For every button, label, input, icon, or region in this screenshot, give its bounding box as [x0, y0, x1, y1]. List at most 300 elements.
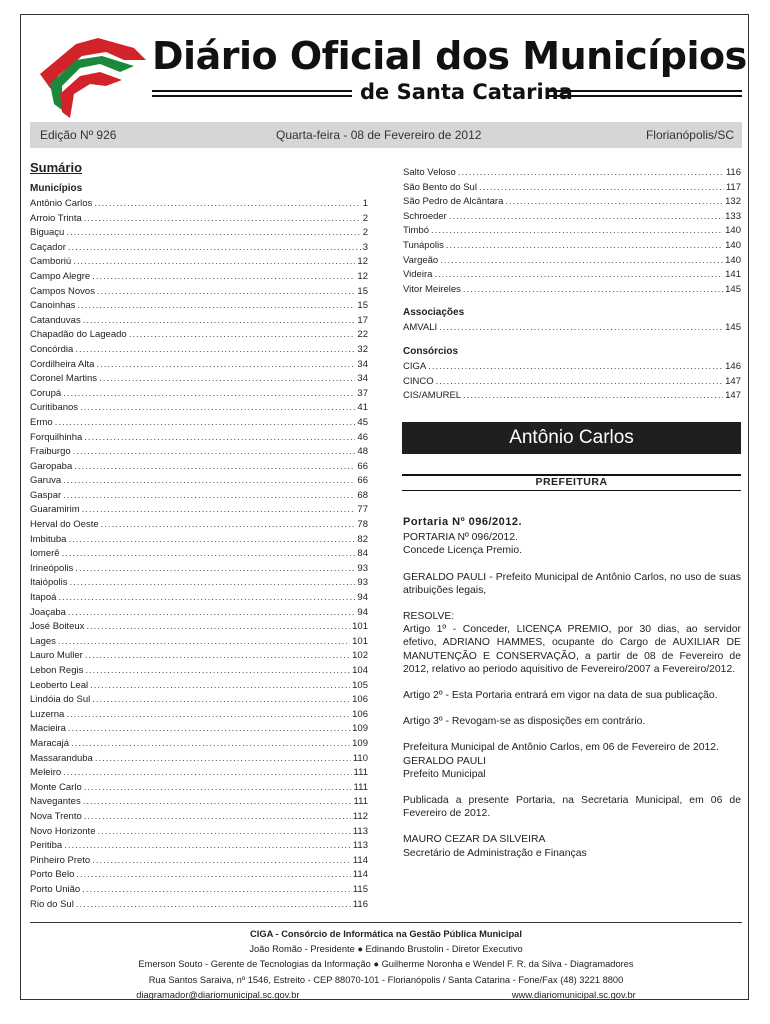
toc-entry-name: Forquilhinha	[30, 431, 83, 443]
toc-entry-name: Meleiro	[30, 767, 62, 779]
toc-entry-name: CIS/AMUREL	[403, 390, 462, 402]
toc-entry[interactable]	[30, 431, 368, 446]
toc-leader-dots	[76, 898, 351, 913]
toc-entry-page: 41	[357, 402, 368, 414]
municipios-heading: Municípios	[30, 183, 83, 194]
toc-entry-page: 78	[357, 519, 368, 531]
toc-entry-name: Caçador	[30, 241, 66, 253]
toc-leader-dots	[68, 722, 350, 737]
toc-entry-page: 111	[353, 781, 368, 793]
toc-leader-dots	[84, 810, 351, 825]
toc-entry[interactable]	[403, 321, 741, 336]
toc-entry-name: Joaçaba	[30, 606, 66, 618]
toc-entry-page: 145	[725, 322, 741, 334]
toc-entry-name: Canoinhas	[30, 300, 76, 312]
toc-entry-page: 114	[352, 854, 368, 866]
toc-entry-page: 82	[357, 533, 368, 545]
toc-entry-page: 141	[725, 269, 741, 281]
toc-entry-name: Chapadão do Lageado	[30, 329, 127, 341]
toc-entry[interactable]	[30, 255, 368, 270]
paragraph-gap	[403, 702, 741, 715]
toc-leader-dots	[458, 166, 724, 181]
toc-entry-page: 102	[352, 650, 368, 662]
toc-entry[interactable]	[30, 606, 368, 621]
toc-entry-page: 147	[725, 375, 741, 387]
footer-links	[30, 988, 742, 1003]
toc-entry-name: Schroeder	[403, 210, 447, 222]
toc-leader-dots	[101, 518, 356, 533]
toc-entry[interactable]	[30, 328, 368, 343]
toc-entry-name: Videira	[403, 269, 433, 281]
toc-entry-page: 106	[352, 708, 368, 720]
toc-entry-name: Itaiópolis	[30, 577, 68, 589]
summary-left-column	[30, 160, 368, 912]
toc-entry-page: 32	[357, 343, 368, 355]
toc-entry-name: Concórdia	[30, 343, 74, 355]
toc-entry-page: 117	[725, 181, 741, 193]
toc-entry-page: 111	[353, 796, 368, 808]
article-paragraph: GERALDO PAULI	[403, 755, 486, 767]
toc-entry-name: Leoberto Leal	[30, 679, 89, 691]
toc-entry-name: Timbó	[403, 225, 430, 237]
toc-entry-page: 113	[352, 840, 368, 852]
toc-entry-page: 34	[357, 358, 368, 370]
toc-leader-dots	[92, 693, 350, 708]
toc-entry-page: 45	[357, 416, 368, 428]
toc-entry-page: 116	[352, 898, 368, 910]
toc-entry-name: Maracajá	[30, 737, 70, 749]
toc-entry-page: 114	[352, 869, 368, 881]
toc-leader-dots	[66, 708, 350, 723]
toc-entry-page: 110	[352, 752, 368, 764]
toc-entry[interactable]	[30, 737, 368, 752]
toc-leader-dots	[95, 752, 351, 767]
toc-entry-page: 37	[357, 387, 368, 399]
toc-leader-dots	[83, 314, 356, 329]
toc-entry-name: Rio do Sul	[30, 898, 74, 910]
toc-leader-dots	[73, 255, 355, 270]
toc-entry-name: Irineópolis	[30, 562, 74, 574]
toc-entry[interactable]	[30, 781, 368, 796]
toc-leader-dots	[64, 839, 351, 854]
toc-entry-page: 84	[357, 548, 368, 560]
toc-entry-page: 140	[725, 239, 741, 251]
toc-leader-dots	[73, 445, 356, 460]
toc-entry[interactable]	[30, 212, 368, 227]
toc-entry-page: 2	[362, 212, 368, 224]
toc-entry-name: Peritiba	[30, 840, 63, 852]
toc-entry-page: 77	[357, 504, 368, 516]
toc-entry[interactable]	[30, 766, 368, 781]
toc-leader-dots	[84, 212, 361, 227]
toc-entry-page: 101	[352, 621, 368, 633]
toc-leader-dots	[85, 649, 350, 664]
footer-address: Rua Santos Saraiva, nº 1546, Estreito - CEP 88070-101 - Florianópolis / Santa Catarina - Fone/Fax (48) 3221 8800	[148, 974, 624, 985]
toc-entry[interactable]	[403, 224, 741, 239]
toc-leader-dots	[68, 241, 361, 256]
toc-leader-dots	[82, 883, 351, 898]
toc-entry[interactable]	[30, 898, 368, 913]
toc-leader-dots	[431, 224, 723, 239]
toc-entry[interactable]	[403, 268, 741, 283]
toc-entry[interactable]	[30, 868, 368, 883]
toc-entry[interactable]	[30, 562, 368, 577]
toc-leader-dots	[63, 474, 355, 489]
edition-city: Florianópolis/SC	[645, 128, 734, 142]
toc-entry-name: Vitor Meireles	[403, 283, 461, 295]
toc-entry[interactable]	[30, 576, 368, 591]
toc-leader-dots	[94, 197, 360, 212]
toc-entry[interactable]	[403, 195, 741, 210]
toc-leader-dots	[80, 401, 355, 416]
article-paragraph: Prefeito Municipal	[403, 768, 486, 780]
subtitle-rule-left	[152, 90, 352, 97]
article-paragraph: Artigo 2º - Esta Portaria entrará em vigor na data de sua publicação.	[403, 690, 718, 702]
toc-entry-page: 2	[362, 227, 368, 239]
consorcios-list	[403, 360, 741, 404]
toc-leader-dots	[505, 195, 723, 210]
toc-entry-name: São Pedro de Alcântara	[403, 196, 504, 208]
footer-directors: João Romão - Presidente ● Edinando Brustolin - Diretor Executivo	[249, 944, 523, 955]
toc-leader-dots	[463, 389, 723, 404]
toc-entry-name: Garopaba	[30, 460, 73, 472]
toc-entry-page: 112	[352, 810, 368, 822]
toc-leader-dots	[83, 795, 352, 810]
toc-entry-page: 101	[352, 635, 368, 647]
toc-entry[interactable]	[403, 254, 741, 269]
toc-entry-name: Campo Alegre	[30, 270, 91, 282]
santa-catarina-map-logo	[36, 34, 148, 120]
toc-entry[interactable]	[403, 389, 741, 404]
footer-email-link[interactable]: diagramador@diariomunicipal.sc.gov.br	[136, 989, 300, 1000]
toc-leader-dots	[55, 416, 356, 431]
toc-entry[interactable]	[403, 360, 741, 375]
toc-leader-dots	[97, 285, 355, 300]
toc-leader-dots	[428, 360, 723, 375]
toc-entry[interactable]	[30, 401, 368, 416]
toc-entry[interactable]	[30, 825, 368, 840]
toc-leader-dots	[84, 781, 352, 796]
toc-leader-dots	[440, 254, 723, 269]
toc-leader-dots	[129, 328, 356, 343]
toc-entry-page: 15	[357, 300, 368, 312]
paragraph-gap	[403, 676, 741, 689]
toc-entry-page: 94	[357, 606, 368, 618]
toc-entry[interactable]	[30, 533, 368, 548]
toc-entry-page: 12	[357, 256, 368, 268]
toc-entry-name: AMVALI	[403, 322, 438, 334]
toc-entry-name: Lauro Muller	[30, 650, 83, 662]
toc-entry[interactable]	[30, 649, 368, 664]
toc-leader-dots	[92, 270, 355, 285]
paragraph-gap	[403, 820, 741, 833]
toc-entry-name: Luzerna	[30, 708, 65, 720]
toc-entry-name: Herval do Oeste	[30, 519, 99, 531]
toc-entry-name: Vargeão	[403, 254, 439, 266]
toc-entry[interactable]	[30, 358, 368, 373]
article-body	[403, 531, 741, 860]
toc-leader-dots	[75, 343, 355, 358]
toc-entry-page: 115	[352, 883, 368, 895]
toc-entry[interactable]	[403, 239, 741, 254]
toc-entry-page: 111	[353, 767, 368, 779]
toc-entry-name: Fraiburgo	[30, 446, 71, 458]
toc-entry-page: 46	[357, 431, 368, 443]
toc-entry[interactable]	[30, 810, 368, 825]
portaria-article	[403, 516, 741, 860]
municipios-list-right	[403, 166, 741, 297]
toc-leader-dots	[76, 868, 350, 883]
toc-leader-dots	[96, 358, 355, 373]
municipality-banner: Antônio Carlos	[402, 422, 741, 454]
article-paragraph: Prefeitura Municipal de Antônio Carlos, em 06 de Fevereiro de 2012.	[403, 742, 719, 754]
associacoes-list	[403, 321, 741, 336]
toc-entry-page: 1	[362, 198, 368, 209]
toc-entry-page: 147	[725, 390, 741, 402]
toc-entry[interactable]	[30, 270, 368, 285]
toc-entry[interactable]	[30, 314, 368, 329]
toc-entry[interactable]	[30, 445, 368, 460]
section-label: PREFEITURA	[535, 476, 608, 488]
article-paragraph: Secretário de Administração e Finanças	[403, 847, 587, 859]
toc-entry-page: 140	[725, 254, 741, 266]
toc-entry[interactable]	[30, 474, 368, 489]
toc-entry-page: 93	[357, 562, 368, 574]
toc-entry[interactable]	[30, 460, 368, 475]
toc-entry-name: Antônio Carlos	[30, 198, 93, 209]
article-paragraph: RESOLVE:	[403, 611, 455, 623]
associacoes-heading: Associações	[403, 307, 465, 319]
toc-leader-dots	[82, 503, 356, 518]
toc-leader-dots	[75, 562, 355, 577]
toc-entry-name: Monte Carlo	[30, 781, 82, 793]
toc-entry-name: Porto Belo	[30, 869, 75, 881]
toc-entry-page: 48	[357, 446, 368, 458]
toc-entry[interactable]	[30, 752, 368, 767]
toc-entry[interactable]	[30, 883, 368, 898]
toc-entry-name: Salto Veloso	[403, 167, 456, 178]
article-paragraph: Concede Licença Premio.	[403, 545, 522, 557]
toc-entry-page: 94	[357, 592, 368, 604]
paragraph-gap	[403, 558, 741, 571]
toc-entry[interactable]	[30, 693, 368, 708]
toc-leader-dots	[92, 854, 351, 869]
toc-leader-dots	[68, 606, 356, 621]
toc-entry-name: Catanduvas	[30, 314, 81, 326]
toc-entry-name: Cordilheira Alta	[30, 358, 95, 370]
toc-entry-page: 140	[725, 225, 741, 237]
toc-entry-page: 93	[357, 577, 368, 589]
article-paragraph: MAURO CEZAR DA SILVEIRA	[403, 834, 546, 846]
edition-number: Edição Nº 926	[40, 128, 117, 142]
toc-entry-name: Curitibanos	[30, 402, 79, 414]
toc-leader-dots	[71, 737, 350, 752]
toc-entry-name: Garuva	[30, 475, 62, 487]
toc-entry[interactable]	[403, 375, 741, 390]
subtitle-row	[152, 80, 742, 106]
newspaper-subtitle: de Santa Catarina	[360, 80, 573, 104]
toc-entry-page: 68	[357, 489, 368, 501]
toc-entry[interactable]	[30, 635, 368, 650]
toc-leader-dots	[90, 679, 350, 694]
toc-entry[interactable]	[30, 854, 368, 869]
toc-leader-dots	[85, 664, 350, 679]
toc-entry-name: Pinheiro Preto	[30, 854, 91, 866]
toc-entry-page: 12	[357, 270, 368, 282]
toc-entry-name: Camboriú	[30, 256, 72, 268]
toc-entry-page: 145	[725, 283, 741, 295]
toc-leader-dots	[70, 576, 356, 591]
edition-bar	[30, 122, 742, 148]
footer-staff: Emerson Souto - Gerente de Tecnologias da Informação ● Guilherme Noronha e Wendel F. R. da Silva - Diagramadores	[138, 959, 634, 970]
toc-entry-name: Novo Horizonte	[30, 825, 96, 837]
toc-entry-name: CIGA	[403, 360, 427, 372]
toc-entry-page: 34	[357, 373, 368, 385]
paragraph-gap	[403, 781, 741, 794]
toc-entry-page: 66	[357, 475, 368, 487]
masthead	[30, 28, 747, 120]
toc-leader-dots	[74, 460, 355, 475]
toc-entry-page: 116	[725, 167, 741, 178]
section-prefeitura	[402, 474, 741, 491]
toc-leader-dots	[84, 431, 355, 446]
toc-leader-dots	[446, 239, 723, 254]
toc-entry-name: Iomerê	[30, 548, 60, 560]
toc-entry-page: 104	[352, 665, 368, 676]
toc-entry[interactable]	[30, 197, 368, 212]
toc-entry-name: Coronel Martins	[30, 373, 98, 385]
paragraph-gap	[403, 728, 741, 741]
article-heading: Portaria Nº 096/2012.	[403, 516, 523, 528]
article-paragraph: PORTARIA Nº 096/2012.	[403, 532, 518, 544]
toc-entry[interactable]	[30, 241, 368, 256]
toc-entry[interactable]	[30, 387, 368, 402]
toc-entry-page: 66	[357, 460, 368, 472]
toc-entry[interactable]	[30, 503, 368, 518]
toc-entry-page: 22	[357, 329, 368, 341]
article-paragraph: Artigo 1º - Conceder, LICENÇA PREMIO, por 30 dias, ao servidor efetivo, ADRIANO HAMMES, ocupante do Cargo de AUXILIAR DE MANUTENÇÃO E CONSERVAÇÃO, a partir de 08 de Fevereiro de 2012, relativo ao periodo aquisitivo de Fevereiro/2007 a Fevereiro/2012.	[403, 624, 741, 675]
toc-entry-page: 109	[352, 723, 368, 735]
paragraph-gap	[403, 597, 741, 610]
toc-entry-name: Guaramirim	[30, 504, 80, 516]
newspaper-title: Diário Oficial dos Municípios	[152, 34, 747, 78]
toc-entry-name: Lebon Regis	[30, 665, 84, 676]
toc-entry[interactable]	[30, 518, 368, 533]
toc-entry-page: 3	[362, 241, 368, 253]
toc-entry-name: Ermo	[30, 416, 53, 428]
toc-entry[interactable]	[30, 343, 368, 358]
toc-entry[interactable]	[30, 664, 368, 679]
article-paragraph: Publicada a presente Portaria, na Secretaria Municipal, em 06 de Fevereiro de 2012.	[403, 795, 741, 820]
toc-leader-dots	[66, 226, 360, 241]
toc-leader-dots	[479, 181, 724, 196]
toc-leader-dots	[58, 591, 355, 606]
toc-leader-dots	[86, 620, 350, 635]
toc-leader-dots	[439, 321, 723, 336]
toc-entry-page: 132	[725, 196, 741, 208]
toc-entry-page: 17	[357, 314, 368, 326]
toc-entry[interactable]	[30, 839, 368, 854]
toc-entry[interactable]	[30, 679, 368, 694]
toc-entry[interactable]	[30, 285, 368, 300]
toc-leader-dots	[99, 372, 355, 387]
toc-entry-name: Gaspar	[30, 489, 62, 501]
toc-entry[interactable]	[30, 795, 368, 810]
toc-entry-page: 109	[352, 737, 368, 749]
toc-entry-name: Arroio Trinta	[30, 212, 82, 224]
toc-leader-dots	[436, 375, 724, 390]
toc-leader-dots	[434, 268, 723, 283]
toc-entry-name: Imbituba	[30, 533, 67, 545]
article-paragraph: GERALDO PAULI - Prefeito Municipal de Antônio Carlos, no uso de suas atribuições legais,	[403, 571, 741, 596]
toc-entry-name: Lages	[30, 635, 56, 647]
toc-entry-page: 113	[352, 825, 368, 837]
toc-entry-name: Porto União	[30, 883, 81, 895]
toc-entry-page: 133	[725, 210, 741, 222]
toc-entry[interactable]	[30, 299, 368, 314]
toc-entry-name: Corupá	[30, 387, 62, 399]
toc-entry[interactable]	[403, 283, 741, 298]
toc-entry[interactable]	[403, 166, 741, 181]
toc-entry-name: São Bento do Sul	[403, 181, 477, 193]
toc-leader-dots	[63, 489, 355, 504]
toc-entry[interactable]	[30, 416, 368, 431]
summary-title: Sumário	[30, 160, 83, 175]
edition-date: Quarta-feira - 08 de Fevereiro de 2012	[276, 128, 482, 142]
toc-leader-dots	[58, 635, 350, 650]
toc-entry-name: Biguaçu	[30, 227, 65, 239]
footer	[30, 922, 742, 1003]
toc-entry-name: Navegantes	[30, 796, 81, 808]
toc-entry[interactable]	[30, 489, 368, 504]
consorcios-heading: Consórcios	[403, 345, 459, 357]
toc-entry[interactable]	[403, 181, 741, 196]
toc-entry[interactable]	[403, 210, 741, 225]
toc-entry-page: 106	[352, 694, 368, 706]
toc-leader-dots	[63, 387, 355, 402]
toc-entry-page: 15	[357, 285, 368, 297]
toc-leader-dots	[63, 766, 351, 781]
toc-entry-name: Campos Novos	[30, 285, 95, 297]
toc-entry[interactable]	[30, 591, 368, 606]
toc-entry-name: Macieira	[30, 723, 66, 735]
toc-entry[interactable]	[30, 372, 368, 387]
toc-leader-dots	[77, 299, 355, 314]
toc-entry-name: Lindóia do Sul	[30, 694, 91, 706]
toc-entry-name: Nova Trento	[30, 810, 82, 822]
toc-entry-name: Tunápolis	[403, 239, 444, 251]
toc-entry[interactable]	[30, 226, 368, 241]
toc-entry-page: 146	[725, 360, 741, 372]
subtitle-rule-right	[546, 90, 742, 97]
toc-leader-dots	[68, 533, 355, 548]
municipios-list-left	[30, 197, 368, 912]
toc-entry-name: CINCO	[403, 375, 434, 387]
toc-entry[interactable]	[30, 722, 368, 737]
footer-website-link[interactable]: www.diariomunicipal.sc.gov.br	[511, 989, 636, 1000]
toc-entry-name: Itapoá	[30, 592, 57, 604]
toc-entry[interactable]	[30, 708, 368, 723]
toc-leader-dots	[449, 210, 723, 225]
footer-org: CIGA - Consórcio de Informática na Gestão Pública Municipal	[250, 929, 522, 939]
toc-leader-dots	[463, 283, 723, 298]
toc-entry[interactable]	[30, 620, 368, 635]
toc-entry-name: Massaranduba	[30, 752, 93, 764]
toc-entry-name: José Boiteux	[30, 621, 85, 633]
toc-entry[interactable]	[30, 547, 368, 562]
toc-leader-dots	[97, 825, 350, 840]
summary-right-column	[403, 166, 741, 404]
